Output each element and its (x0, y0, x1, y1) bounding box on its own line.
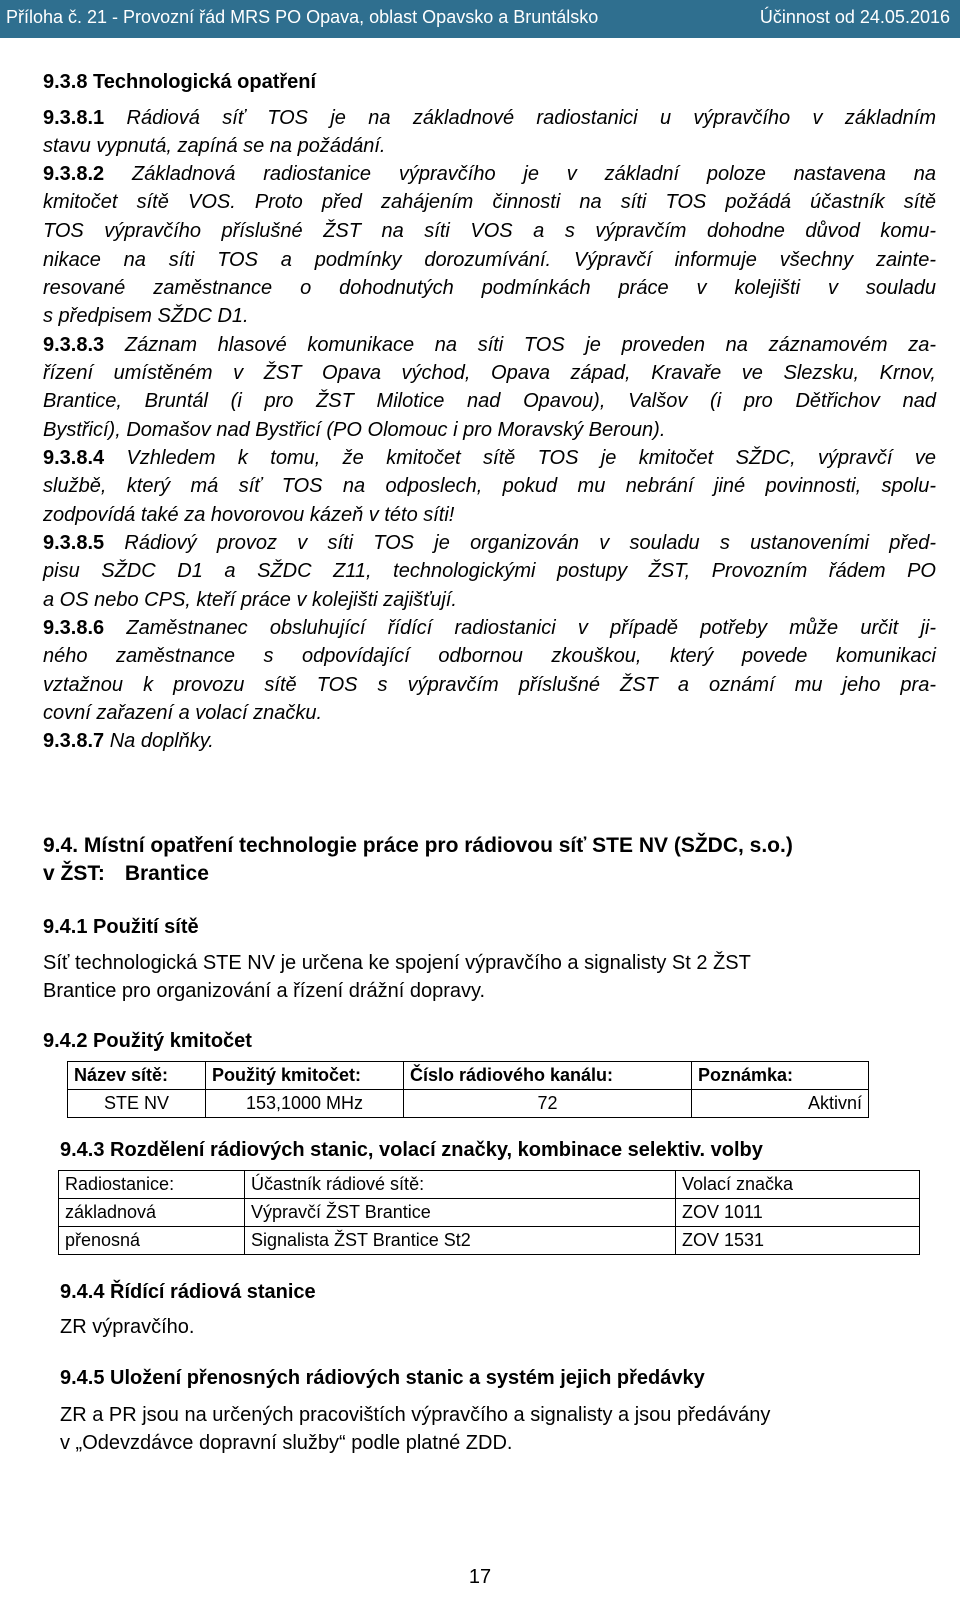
table-header-cell: Název sítě: (68, 1062, 206, 1090)
text-run: v ŽST: (43, 862, 105, 885)
section-heading-9-4-1: 9.4.1 Použití sítě (43, 916, 199, 938)
table-cell: ZOV 1011 (676, 1199, 920, 1227)
paragraph-line (43, 106, 936, 130)
paragraph-line: a OS nebo CPS, kteří práce v kolejišti zajišťují. (43, 589, 457, 611)
paragraph-line: službě, který má síť TOS na odposlech, pokud mu nebrání jiné povinnosti, spolu- (43, 475, 936, 497)
paragraph-line (43, 190, 936, 214)
paragraph-line: resované zaměstnance o dohodnutých podmínkách práce v kolejišti v souladu (43, 277, 936, 299)
table-cell: základnová (59, 1199, 245, 1227)
paragraph-line (43, 333, 936, 357)
table-cell: STE NV (68, 1090, 206, 1118)
paragraph-line: s předpisem SŽDC D1. (43, 305, 249, 327)
paragraph-line: v „Odevzdávce dopravní služby“ podle platné ZDD. (60, 1432, 513, 1454)
paragraph-line: Síť technologická STE NV je určena ke spojení výpravčího a signalisty St 2 ŽST (43, 952, 751, 974)
paragraph-line (43, 162, 936, 186)
table-header-cell: Číslo rádiového kanálu: (404, 1062, 692, 1090)
paragraph-line: vztažnou k provozu sítě TOS s výpravčím příslušné ŽST a oznámí mu jeho pra- (43, 674, 936, 696)
paragraph-number: 9.3.8.7 (43, 730, 105, 752)
text-run: Zaměstnanec obsluhující řídící radiostanici v případě potřeby může určit ji- (104, 617, 936, 639)
table-header-cell: Poznámka: (692, 1062, 869, 1090)
text-run: nikace na síti TOS a podmínky dorozumívání. (43, 249, 552, 271)
paragraph-line: Bystřicí), Domašov nad Bystřicí (PO Olomouc i pro Moravský Beroun). (43, 419, 666, 441)
page-header (0, 0, 960, 38)
paragraph-line: řízení umístěném v ŽST Opava východ, Opava západ, Kravaře ve Slezsku, Krnov, (43, 362, 936, 384)
table-cell: 72 (404, 1090, 692, 1118)
paragraph-line: ného zaměstnance s odpovídající odbornou zkouškou, který povede komunikaci (43, 645, 936, 667)
section-heading-9-3-8: 9.3.8 Technologická opatření (43, 71, 317, 93)
paragraph-number: 9.3.8.6 (43, 617, 105, 639)
paragraph-line (43, 248, 936, 272)
paragraph-line: TOS výpravčího příslušné ŽST na síti VOS a s výpravčím dohodne důvod komu- (43, 220, 936, 242)
table-row (68, 1090, 869, 1118)
section-heading-9-4: 9.4. Místní opatření technologie práce pro rádiovou síť STE NV (SŽDC, s.o.) (43, 834, 793, 857)
section-heading-9-4-station (43, 862, 209, 886)
paragraph-line: ZR a PR jsou na určených pracovištích výpravčího a signalisty a jsou předávány (60, 1404, 771, 1426)
paragraph-line (43, 531, 936, 555)
section-heading-9-4-4: 9.4.4 Řídící rádiová stanice (60, 1281, 316, 1303)
table-cell: 153,1000 MHz (206, 1090, 404, 1118)
paragraph-line: Brantice, Bruntál (i pro ŽST Milotice nad Opavou), Valšov (i pro Dětřichov nad (43, 390, 936, 412)
table-cell: Signalista ŽST Brantice St2 (245, 1227, 676, 1255)
paragraph-line (43, 446, 936, 470)
table-cell: přenosná (59, 1227, 245, 1255)
text-run: Proto před zahájením činnosti na síti TOS požádá účastník sítě (235, 191, 937, 213)
paragraph-number: 9.3.8.2 (43, 163, 105, 185)
text-run: Rádiový provoz v síti TOS je organizován v souladu s ustanoveními před- (104, 532, 936, 554)
paragraph-line: stavu vypnutá, zapíná se na požádání. (43, 135, 386, 157)
table-row (59, 1199, 920, 1227)
table-cell: ZOV 1531 (676, 1227, 920, 1255)
paragraph-line (43, 616, 936, 640)
paragraph-line: Brantice pro organizování a řízení drážní dopravy. (43, 980, 486, 1002)
header-document-title: Příloha č. 21 - Provozní řád MRS PO Opava, oblast Opavsko a Bruntálsko (6, 7, 599, 27)
paragraph-line (43, 729, 214, 753)
text-run: kmitočet sítě VOS. (43, 191, 236, 213)
radio-stations-table (58, 1170, 920, 1255)
table-row (59, 1227, 920, 1255)
paragraph-number: 9.3.8.5 (43, 532, 105, 554)
text-run: Záznam hlasové komunikace na síti TOS je proveden na záznamovém za- (104, 334, 936, 356)
text-run: Vzhledem k tomu, že kmitočet sítě TOS je kmitočet SŽDC, výpravčí ve (104, 447, 936, 469)
text-run: Na doplňky. (104, 730, 214, 752)
paragraph-line: zodpovídá také za hovorovou kázeň v této síti! (43, 504, 455, 526)
station-name: Brantice (124, 862, 209, 885)
table-cell: Aktivní (692, 1090, 869, 1118)
paragraph-line: pisu SŽDC D1 a SŽDC Z11, technologickými postupy ŽST, Provozním řádem PO (43, 560, 936, 582)
text-run: Rádiová síť TOS je na základnové radiostanici u výpravčího v základním (104, 107, 936, 129)
table-header-row (68, 1062, 869, 1090)
header-effective-date: Účinnost od 24.05.2016 (759, 7, 950, 27)
text-run: Výpravčí informuje všechny zainte- (551, 249, 936, 271)
section-heading-9-4-3: 9.4.3 Rozdělení rádiových stanic, volací značky, kombinace selektiv. volby (60, 1139, 763, 1161)
section-heading-9-4-5: 9.4.5 Uložení přenosných rádiových stanic a systém jejich předávky (60, 1367, 705, 1389)
paragraph-line: covní zařazení a volací značku. (43, 702, 323, 724)
section-heading-9-4-2: 9.4.2 Použitý kmitočet (43, 1030, 252, 1052)
paragraph-number: 9.3.8.4 (43, 447, 105, 469)
paragraph-number: 9.3.8.3 (43, 334, 105, 356)
paragraph-line: ZR výpravčího. (60, 1316, 195, 1338)
table-header-cell: Použitý kmitočet: (206, 1062, 404, 1090)
table-header-cell: Volací značka (676, 1171, 920, 1199)
paragraph-number: 9.3.8.1 (43, 107, 105, 129)
frequency-table (67, 1061, 869, 1118)
table-header-cell: Radiostanice: (59, 1171, 245, 1199)
table-cell: Výpravčí ŽST Brantice (245, 1199, 676, 1227)
page-number: 17 (468, 1566, 492, 1588)
table-header-cell: Účastník rádiové sítě: (245, 1171, 676, 1199)
table-header-row (59, 1171, 920, 1199)
text-run: Základnová radiostanice výpravčího je v základní poloze nastavena na (104, 163, 936, 185)
